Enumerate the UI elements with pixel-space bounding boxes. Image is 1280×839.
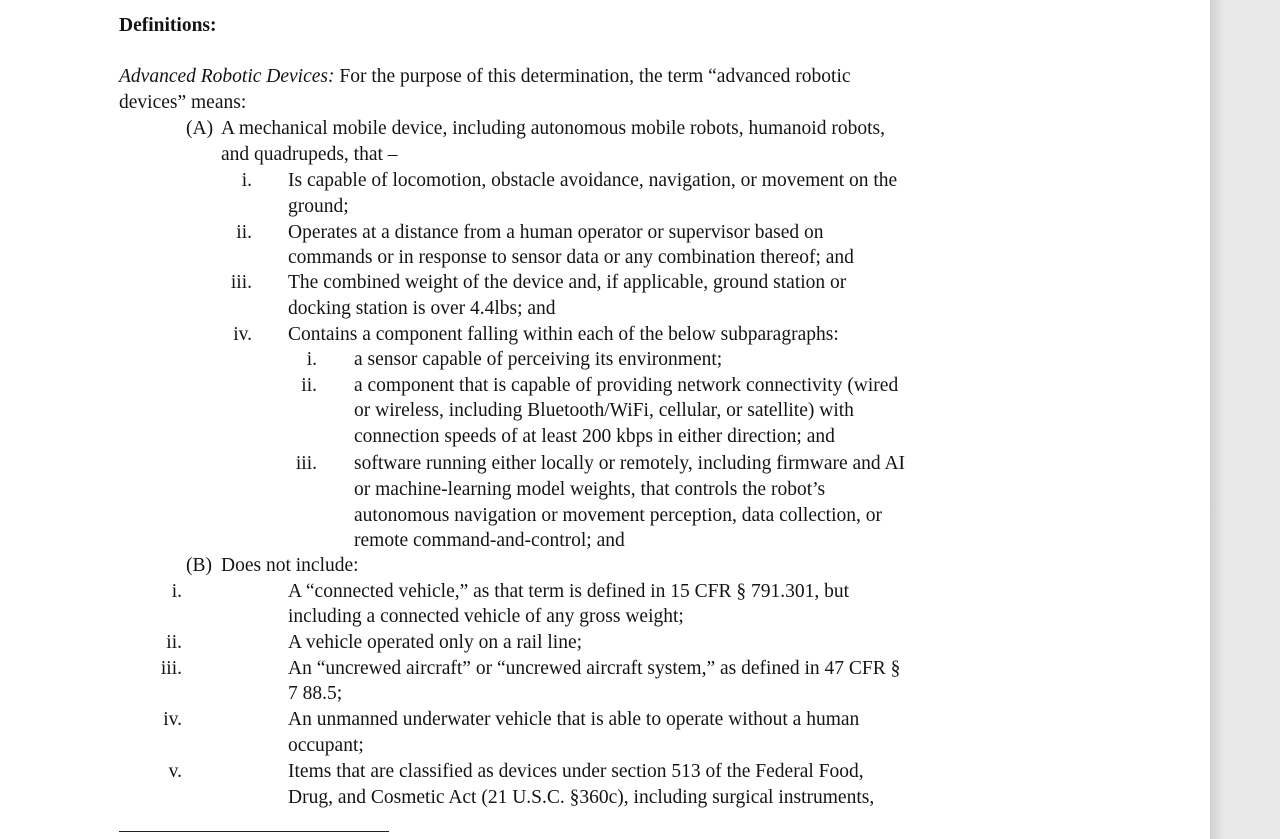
- a-subitem-ii-line-3: connection speeds of at least 200 kbps in either direction; and: [354, 426, 835, 447]
- section-a-label: (A): [186, 118, 214, 139]
- a-subitem-iii-line-2: or machine-learning model weights, that controls the robot’s: [354, 479, 826, 500]
- b-item-v-line-1: Items that are classified as devices under section 513 of the Federal Food,: [288, 761, 864, 782]
- definitions-heading: Definitions:: [119, 15, 217, 36]
- b-item-number: ii.: [166, 632, 182, 653]
- section-b-label: (B): [186, 555, 212, 576]
- b-item-ii-line-1: A vehicle operated only on a rail line;: [288, 632, 583, 653]
- a-item-ii-line-1: Operates at a distance from a human operator or supervisor based on: [288, 222, 824, 243]
- b-item-i-line-2: including a connected vehicle of any gross weight;: [288, 606, 684, 627]
- page-edge-shadow: [1210, 0, 1224, 839]
- section-a-text-2: and quadrupeds, that –: [221, 144, 398, 165]
- intro-text-1: For the purpose of this determination, the term “advanced robotic: [334, 66, 851, 87]
- section-b-text-1: Does not include:: [221, 555, 359, 576]
- a-item-number: iv.: [233, 324, 252, 345]
- b-item-number: v.: [168, 761, 182, 782]
- a-item-iii-line-2: docking station is over 4.4lbs; and: [288, 298, 556, 319]
- a-subitem-i-line-1: a sensor capable of perceiving its environment;: [354, 349, 723, 370]
- b-item-iii-line-2: 7 88.5;: [288, 683, 343, 704]
- a-item-iv-line-1: Contains a component falling within each of the below subparagraphs:: [288, 324, 839, 345]
- intro-line-2: devices” means:: [119, 92, 247, 113]
- b-item-iii-line-1: An “uncrewed aircraft” or “uncrewed aircraft system,” as defined in 47 CFR §: [288, 658, 901, 679]
- b-item-number: iv.: [163, 709, 182, 730]
- a-item-i-line-2: ground;: [288, 196, 349, 217]
- b-item-iv-line-2: occupant;: [288, 735, 364, 756]
- a-subitem-iii-line-3: autonomous navigation or movement perception, data collection, or: [354, 505, 882, 526]
- defined-term: Advanced Robotic Devices:: [119, 66, 335, 87]
- a-item-number: iii.: [230, 272, 252, 293]
- footnote-divider: [119, 831, 389, 832]
- a-item-number: ii.: [236, 222, 252, 243]
- b-item-number: i.: [171, 581, 182, 602]
- intro-line-1: [119, 64, 851, 90]
- a-item-iii-line-1: The combined weight of the device and, if applicable, ground station or: [288, 272, 847, 293]
- b-item-number: iii.: [160, 658, 182, 679]
- a-subitem-ii-line-2: or wireless, including Bluetooth/WiFi, cellular, or satellite) with: [354, 400, 854, 421]
- a-item-number: i.: [241, 170, 252, 191]
- a-subitem-ii-line-1: a component that is capable of providing network connectivity (wired: [354, 375, 899, 396]
- section-a-text-1: A mechanical mobile device, including autonomous mobile robots, humanoid robots,: [221, 118, 885, 139]
- b-item-i-line-1: A “connected vehicle,” as that term is defined in 15 CFR § 791.301, but: [288, 581, 850, 602]
- b-item-iv-line-1: An unmanned underwater vehicle that is able to operate without a human: [288, 709, 860, 730]
- a-subitem-iii-line-4: remote command-and-control; and: [354, 530, 625, 551]
- a-subitem-number: i.: [306, 349, 317, 370]
- b-item-v-line-2: Drug, and Cosmetic Act (21 U.S.C. §360c), including surgical instruments,: [288, 787, 875, 808]
- a-subitem-number: ii.: [301, 375, 317, 396]
- a-subitem-iii-line-1: software running either locally or remotely, including firmware and AI: [354, 453, 906, 474]
- a-item-i-line-1: Is capable of locomotion, obstacle avoidance, navigation, or movement on the: [288, 170, 898, 191]
- a-subitem-number: iii.: [295, 453, 317, 474]
- a-item-ii-line-2: commands or in response to sensor data or any combination thereof; and: [288, 247, 854, 268]
